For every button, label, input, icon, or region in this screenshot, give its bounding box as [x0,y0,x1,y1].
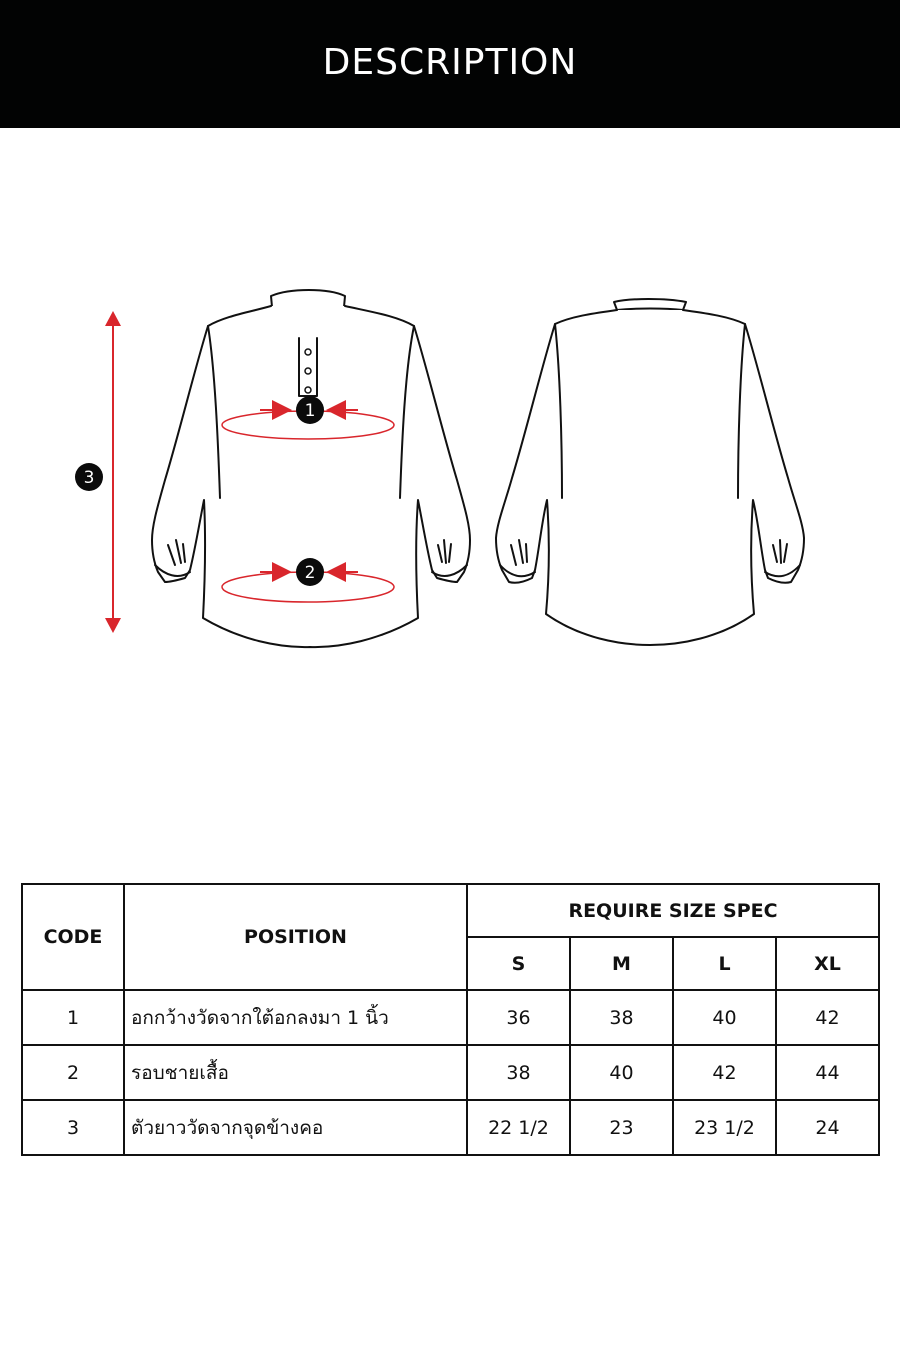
table-row [22,1045,879,1100]
row-code: 1 [22,990,124,1045]
row-value-xl: 42 [776,990,879,1045]
row-value-l: 42 [673,1045,776,1100]
page-title: DESCRIPTION [322,41,578,83]
length-arrow-top-icon [105,311,121,326]
header-size-l: L [673,937,776,990]
row-code: 2 [22,1045,124,1100]
row-position: รอบชายเสื้อ [124,1045,467,1100]
header-size-s: S [467,937,570,990]
marker-chest [296,396,324,424]
row-value-s: 38 [467,1045,570,1100]
row-code: 3 [22,1100,124,1155]
marker-length [75,463,103,491]
header-size-m: M [570,937,673,990]
size-spec-table [21,883,880,1156]
length-arrow-bottom-icon [105,618,121,633]
header-position: POSITION [124,884,467,990]
row-position: ตัวยาววัดจากจุดข้างคอ [124,1100,467,1155]
row-value-m: 23 [570,1100,673,1155]
row-value-l: 40 [673,990,776,1045]
marker-chest-label: 1 [304,401,316,421]
row-value-xl: 24 [776,1100,879,1155]
garment-diagram [0,270,900,670]
row-value-xl: 44 [776,1045,879,1100]
shirt-back-drawing [496,299,804,645]
marker-hem-label: 2 [304,563,316,583]
row-value-m: 38 [570,990,673,1045]
shirt-front-drawing [152,290,470,647]
marker-length-label: 3 [83,468,95,488]
table-row [22,1100,879,1155]
marker-hem [296,558,324,586]
row-value-s: 36 [467,990,570,1045]
table-header-row [22,884,879,937]
header-bar [0,0,900,128]
header-code: CODE [22,884,124,990]
header-size-spec: REQUIRE SIZE SPEC [467,884,879,937]
row-position: อกกว้างวัดจากใต้อกลงมา 1 นิ้ว [124,990,467,1045]
row-value-l: 23 1/2 [673,1100,776,1155]
row-value-m: 40 [570,1045,673,1100]
table-row [22,990,879,1045]
row-value-s: 22 1/2 [467,1100,570,1155]
header-size-xl: XL [776,937,879,990]
